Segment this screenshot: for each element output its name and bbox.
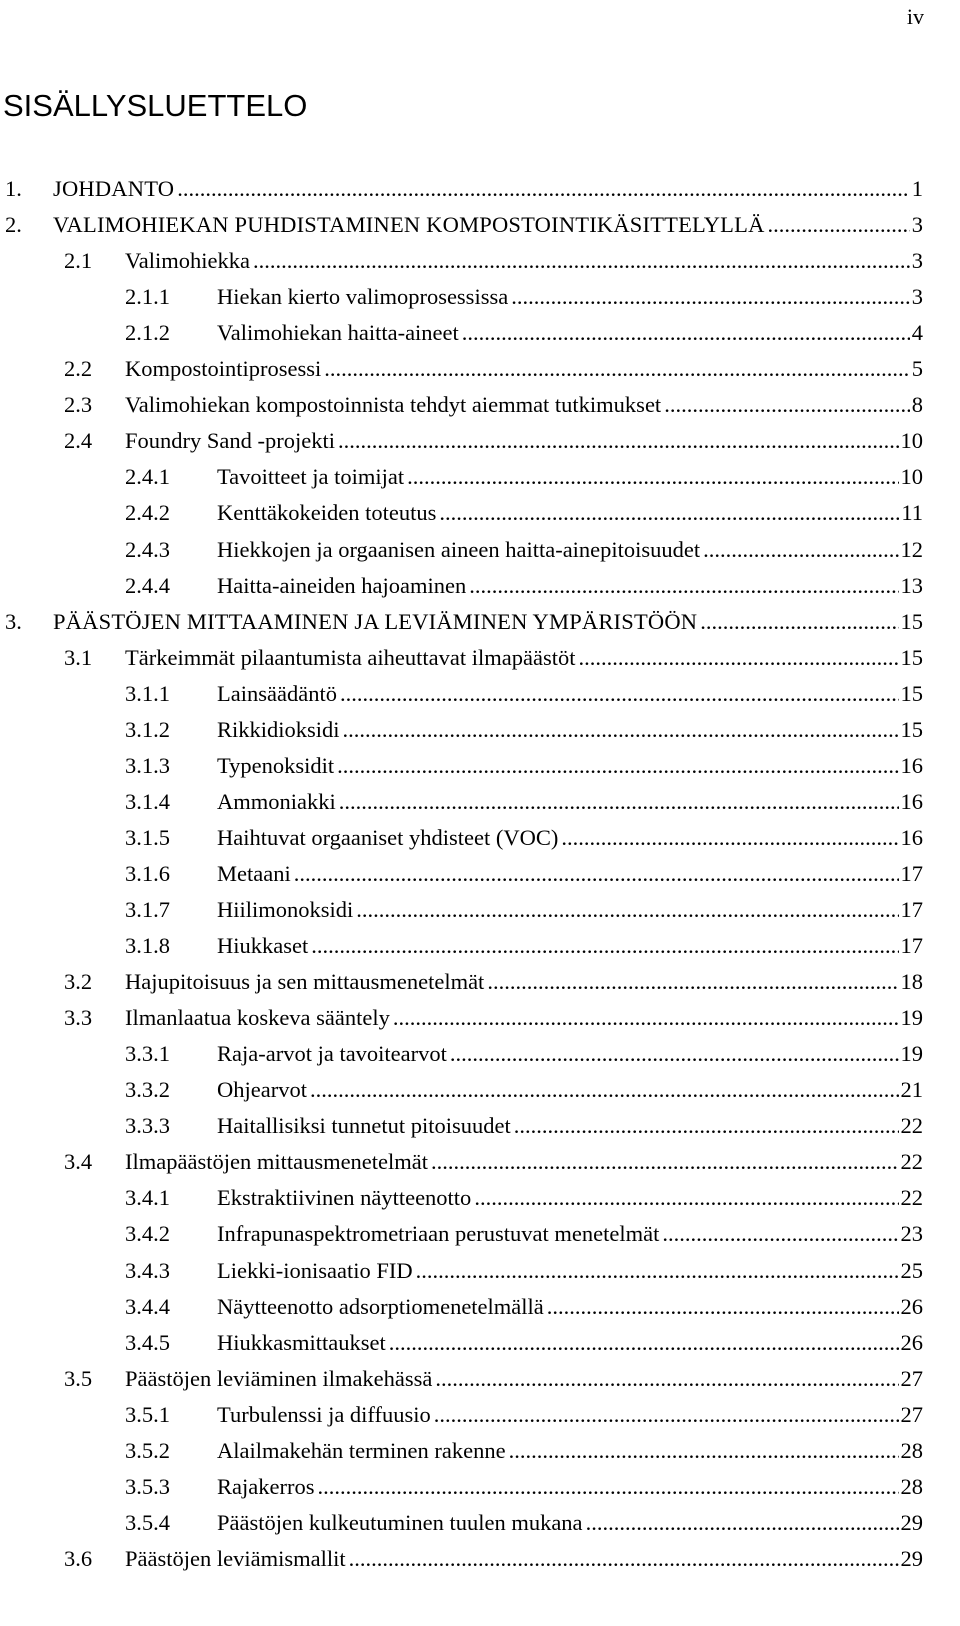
toc-entry-body [217, 316, 923, 350]
toc-entry-page: 12 [900, 536, 923, 562]
toc-entry-label: Typenoksidit [217, 752, 335, 778]
dot-leader [431, 1145, 898, 1179]
toc-entry-number: 2.4 [64, 428, 93, 454]
toc-entry-number: 3.2 [64, 969, 93, 995]
toc-entry[interactable] [0, 1290, 960, 1324]
toc-entry-page: 5 [911, 356, 923, 382]
toc-entry[interactable] [0, 1037, 960, 1071]
toc-entry[interactable] [0, 929, 960, 963]
toc-entry-page: 3 [911, 212, 923, 238]
page-number: iv [906, 4, 924, 29]
toc-entry-body [217, 280, 923, 314]
toc-entry-number: 3.4.3 [125, 1257, 170, 1283]
toc-entry-body [217, 929, 923, 963]
toc-entry-label: Ohjearvot [217, 1077, 307, 1103]
toc-entry[interactable] [0, 1542, 960, 1576]
toc-entry-label: Hajupitoisuus ja sen mittausmenetelmät [125, 969, 485, 995]
toc-entry-page: 17 [900, 897, 923, 922]
dot-leader [547, 1290, 899, 1324]
toc-entry-body [217, 1398, 923, 1432]
toc-entry[interactable] [0, 1181, 960, 1215]
dot-leader [407, 460, 898, 494]
toc-entry-label: Tavoitteet ja toimijat [217, 464, 405, 490]
toc-entry-page: 23 [900, 1221, 923, 1247]
toc-entry-body [217, 1217, 923, 1251]
dot-leader [435, 1362, 898, 1396]
toc-entry-page: 15 [900, 608, 923, 634]
toc-entry-number: 3.3 [64, 1005, 93, 1031]
toc-entry-body [217, 893, 923, 927]
toc-entry[interactable] [0, 749, 960, 783]
toc-entry-body [217, 533, 923, 567]
toc-entry-label: Ilmapäästöjen mittausmenetelmät [125, 1149, 429, 1175]
dot-leader [474, 1181, 898, 1215]
toc-entry[interactable] [0, 677, 960, 711]
toc-entry-body [217, 1037, 923, 1071]
toc-entry-number: 3.4.2 [125, 1221, 170, 1247]
toc-entry-body [217, 496, 923, 530]
toc-entry[interactable] [0, 893, 960, 927]
toc-entry-number: 2.2 [64, 356, 93, 382]
toc-entry-number: 3. [5, 608, 22, 634]
toc-entry-number: 2.4.1 [125, 464, 170, 490]
dot-leader [662, 1217, 898, 1251]
toc-entry[interactable] [0, 1217, 960, 1251]
toc-entry-body [125, 965, 923, 999]
toc-entry-body [217, 1109, 923, 1143]
toc-entry[interactable] [0, 785, 960, 819]
toc-entry-label: Rajakerros [217, 1473, 315, 1499]
toc-entry[interactable] [0, 352, 960, 386]
toc-entry-body [125, 1362, 923, 1396]
toc-entry-page: 22 [900, 1113, 923, 1139]
toc-entry-page: 27 [900, 1401, 923, 1427]
toc-entry-label: Tärkeimmät pilaantumista aiheuttavat ilmapäästöt [125, 644, 576, 670]
toc-entry[interactable] [0, 280, 960, 314]
toc-entry-body [125, 424, 923, 458]
toc-entry-number: 3.1.4 [125, 788, 170, 814]
dot-leader [462, 316, 910, 350]
toc-entry-page: 13 [900, 572, 923, 598]
toc-entry-number: 3.1.6 [125, 860, 170, 886]
toc-entry-body [217, 1506, 923, 1540]
dot-leader [343, 713, 899, 747]
toc-entry-number: 2.1 [64, 248, 93, 274]
toc-entry-page: 16 [900, 752, 923, 778]
toc-entry-page: 29 [900, 1509, 923, 1535]
toc-entry[interactable] [0, 821, 960, 855]
dot-leader [578, 641, 898, 675]
toc-entry-body [217, 460, 923, 494]
toc-entry-number: 3.1.5 [125, 824, 170, 850]
toc-entry-label: Ilmanlaatua koskeva sääntely [125, 1005, 390, 1031]
toc-entry[interactable] [0, 1398, 960, 1432]
toc-entry-body [125, 1145, 923, 1179]
toc-entry-number: 3.1.3 [125, 752, 170, 778]
toc-entry-body [217, 569, 923, 603]
toc-entry-page: 27 [900, 1365, 923, 1391]
toc-entry-label: Valimohiekka [125, 248, 250, 274]
toc-entry-label: Päästöjen leviämismallit [125, 1545, 346, 1571]
toc-entry[interactable] [0, 569, 960, 603]
toc-entry-page: 26 [900, 1329, 923, 1355]
toc-entry[interactable] [0, 460, 960, 494]
toc-entry-page: 8 [911, 392, 923, 418]
toc-entry-body [53, 605, 923, 639]
toc-entry-label: Hiukkasmittaukset [217, 1329, 386, 1355]
toc-entry[interactable] [0, 388, 960, 422]
toc-entry[interactable] [0, 965, 960, 999]
toc-entry-page: 16 [900, 788, 923, 814]
dot-leader [393, 1001, 899, 1035]
toc-entry-number: 3.4.4 [125, 1293, 170, 1319]
toc-entry-page: 15 [900, 680, 923, 706]
dot-leader [664, 388, 910, 422]
toc-entry[interactable] [0, 1506, 960, 1540]
toc-entry-page: 10 [900, 464, 923, 490]
toc-entry-number: 3.6 [64, 1545, 93, 1571]
toc-entry-number: 2.4.4 [125, 572, 170, 598]
dot-leader [389, 1326, 899, 1360]
dot-leader [700, 605, 898, 639]
dot-leader [338, 424, 899, 458]
toc-entry-label: Ekstraktiivinen näytteenotto [217, 1185, 472, 1211]
toc-entry-body [217, 1073, 923, 1107]
toc-entry-body [217, 749, 923, 783]
toc-entry-label: Hiukkaset [217, 933, 309, 959]
toc-entry-page: 28 [900, 1473, 923, 1499]
toc-entry[interactable] [0, 1434, 960, 1468]
toc-entry-label: Päästöjen kulkeutuminen tuulen mukana [217, 1509, 583, 1535]
toc-entry-label: Raja-arvot ja tavoitearvot [217, 1041, 447, 1067]
dot-leader [434, 1398, 899, 1432]
toc-entry-body [125, 352, 923, 386]
toc-entry-body [217, 677, 923, 711]
toc-entry-body [217, 785, 923, 819]
toc-entry-number: 2.4.2 [125, 500, 170, 526]
toc-entry-page: 19 [900, 1005, 923, 1031]
toc-entry-label: Hiilimonoksidi [217, 897, 354, 922]
toc-entry-page: 25 [900, 1257, 923, 1283]
toc-entry[interactable] [0, 1109, 960, 1143]
toc-entry-number: 3.5.3 [125, 1473, 170, 1499]
toc-entry-label: Turbulenssi ja diffuusio [217, 1401, 431, 1427]
toc-entry[interactable] [0, 1470, 960, 1504]
toc-entry-body [125, 1001, 923, 1035]
toc-entry-body [217, 1326, 923, 1360]
toc-entry-page: 10 [900, 428, 923, 454]
dot-leader [356, 893, 898, 927]
toc-entry-number: 3.3.2 [125, 1077, 170, 1103]
toc-entry-page: 18 [900, 969, 923, 995]
toc-entry-body [125, 1542, 923, 1576]
dot-leader [586, 1506, 899, 1540]
toc-entry-page: 3 [911, 284, 923, 310]
toc-entry-number: 2.3 [64, 392, 93, 418]
toc-entry-page: 28 [900, 1437, 923, 1463]
dot-leader [511, 280, 910, 314]
dot-leader [337, 749, 898, 783]
toc-entry[interactable] [0, 1362, 960, 1396]
toc-entry-page: 15 [900, 644, 923, 670]
toc-entry-label: Haitallisiksi tunnetut pitoisuudet [217, 1113, 511, 1139]
toc-entry-body [217, 821, 923, 855]
toc-entry[interactable] [0, 316, 960, 350]
toc-entry[interactable] [0, 533, 960, 567]
toc-entry[interactable] [0, 713, 960, 747]
toc-entry-number: 3.5 [64, 1365, 93, 1391]
toc-entry-number: 3.5.2 [125, 1437, 170, 1463]
toc-entry-label: Lainsäädäntö [217, 680, 337, 706]
toc-entry-page: 3 [911, 248, 923, 274]
toc-entry-number: 2.1.1 [125, 284, 170, 310]
dot-leader [561, 821, 898, 855]
toc-entry-page: 16 [900, 824, 923, 850]
toc-entry-body [217, 1254, 923, 1288]
toc-entry-page: 29 [900, 1545, 923, 1571]
toc-entry-label: JOHDANTO [53, 176, 175, 201]
toc-entry[interactable] [0, 1001, 960, 1035]
toc-entry-body [125, 641, 923, 675]
dot-leader [294, 857, 899, 891]
toc-entry-page: 26 [900, 1293, 923, 1319]
toc-entry-page: 4 [911, 320, 923, 346]
toc-entry[interactable] [0, 1145, 960, 1179]
toc-entry[interactable] [0, 641, 960, 675]
dot-leader [487, 965, 898, 999]
toc-entry[interactable] [0, 244, 960, 278]
dot-leader [177, 172, 910, 206]
toc-entry-label: Foundry Sand -projekti [125, 428, 335, 454]
toc-entry-number: 2.4.3 [125, 536, 170, 562]
dot-leader [311, 929, 898, 963]
toc-entry-number: 3.1.2 [125, 716, 170, 742]
toc-entry-number: 2. [5, 212, 22, 238]
toc-entry-number: 3.4.1 [125, 1185, 170, 1211]
toc-entry-page: 17 [900, 860, 923, 886]
dot-leader [450, 1037, 899, 1071]
toc-entry-label: Valimohiekan kompostoinnista tehdyt aiemmat tutkimukset [125, 392, 662, 418]
dot-leader [439, 496, 899, 530]
dot-leader [340, 677, 899, 711]
toc-entry-number: 2.1.2 [125, 320, 170, 346]
toc-entry-label: Näytteenotto adsorptiomenetelmällä [217, 1293, 544, 1319]
toc-entry-number: 3.1.7 [125, 897, 170, 922]
toc-entry-body [217, 1434, 923, 1468]
toc-entry-label: Kompostointiprosessi [125, 356, 322, 382]
toc-entry[interactable] [0, 857, 960, 891]
toc-entry-page: 15 [900, 716, 923, 742]
dot-leader [416, 1254, 899, 1288]
toc-entry[interactable] [0, 605, 960, 639]
dot-leader [349, 1542, 899, 1576]
toc-entry-body [53, 172, 923, 206]
toc-entry-label: Infrapunaspektrometriaan perustuvat menetelmät [217, 1221, 660, 1247]
dot-leader [339, 785, 899, 819]
toc-entry[interactable] [0, 1326, 960, 1360]
toc-entry-number: 1. [5, 176, 22, 201]
dot-leader [469, 569, 898, 603]
toc-entry-label: Rikkidioksidi [217, 716, 340, 742]
toc-entry-label: Metaani [217, 860, 291, 886]
toc-entry-page: 19 [900, 1041, 923, 1067]
dot-leader [253, 244, 910, 278]
dot-leader [703, 533, 898, 567]
toc-entry-body [217, 1181, 923, 1215]
toc-entry-body [125, 244, 923, 278]
toc-entry-label: Hiekkojen ja orgaanisen aineen haitta-ainepitoisuudet [217, 536, 701, 562]
dot-leader [768, 208, 910, 242]
toc-entry-page: 22 [900, 1149, 923, 1175]
toc-entry[interactable] [0, 1254, 960, 1288]
toc-entry-page: 21 [900, 1077, 923, 1103]
toc-entry[interactable] [0, 424, 960, 458]
toc-entry-label: PÄÄSTÖJEN MITTAAMINEN JA LEVIÄMINEN YMPÄRISTÖÖN [53, 608, 698, 634]
toc-entry-body [217, 713, 923, 747]
toc-entry-label: Ammoniakki [217, 788, 336, 814]
toc-entry[interactable] [0, 1073, 960, 1107]
toc-entry-label: VALIMOHIEKAN PUHDISTAMINEN KOMPOSTOINTIKÄSITTELYLLÄ [53, 212, 765, 238]
toc-entry-label: Kenttäkokeiden toteutus [217, 500, 437, 526]
toc-entry-label: Päästöjen leviäminen ilmakehässä [125, 1365, 433, 1391]
toc-entry-label: Haihtuvat orgaaniset yhdisteet (VOC) [217, 824, 559, 850]
toc-entry-body [125, 388, 923, 422]
toc-entry-body [53, 208, 923, 242]
toc-entry-label: Valimohiekan haitta-aineet [217, 320, 459, 346]
toc-entry-label: Hiekan kierto valimoprosessissa [217, 284, 509, 310]
dot-leader [324, 352, 909, 386]
toc-entry-label: Liekki-ionisaatio FID [217, 1257, 413, 1283]
toc-entry-label: Haitta-aineiden hajoaminen [217, 572, 467, 598]
toc-entry-body [217, 857, 923, 891]
dot-leader [509, 1434, 899, 1468]
toc-entry-number: 3.5.4 [125, 1509, 170, 1535]
toc-entry[interactable] [0, 208, 960, 242]
toc-entry-number: 3.3.1 [125, 1041, 170, 1067]
toc-entry-number: 3.4 [64, 1149, 93, 1175]
toc-entry-body [217, 1470, 923, 1504]
toc-entry-number: 3.1.8 [125, 933, 170, 959]
toc-entry-number: 3.3.3 [125, 1113, 170, 1139]
toc-entry[interactable] [0, 172, 960, 206]
toc-entry-page: 11 [901, 500, 923, 526]
toc-entry-page: 1 [911, 176, 923, 201]
toc-entry-page: 22 [900, 1185, 923, 1211]
toc-entry-number: 3.1 [64, 644, 93, 670]
dot-leader [514, 1109, 899, 1143]
toc-entry-number: 3.4.5 [125, 1329, 170, 1355]
toc-entry-page: 17 [900, 933, 923, 959]
dot-leader [310, 1073, 899, 1107]
dot-leader [317, 1470, 898, 1504]
toc-entry-number: 3.1.1 [125, 680, 170, 706]
toc-title: SISÄLLYSLUETTELO [3, 88, 308, 123]
toc-entry[interactable] [0, 496, 960, 530]
toc-entry-number: 3.5.1 [125, 1401, 170, 1427]
toc-entry-label: Alailmakehän terminen rakenne [217, 1437, 506, 1463]
toc-entry-body [217, 1290, 923, 1324]
